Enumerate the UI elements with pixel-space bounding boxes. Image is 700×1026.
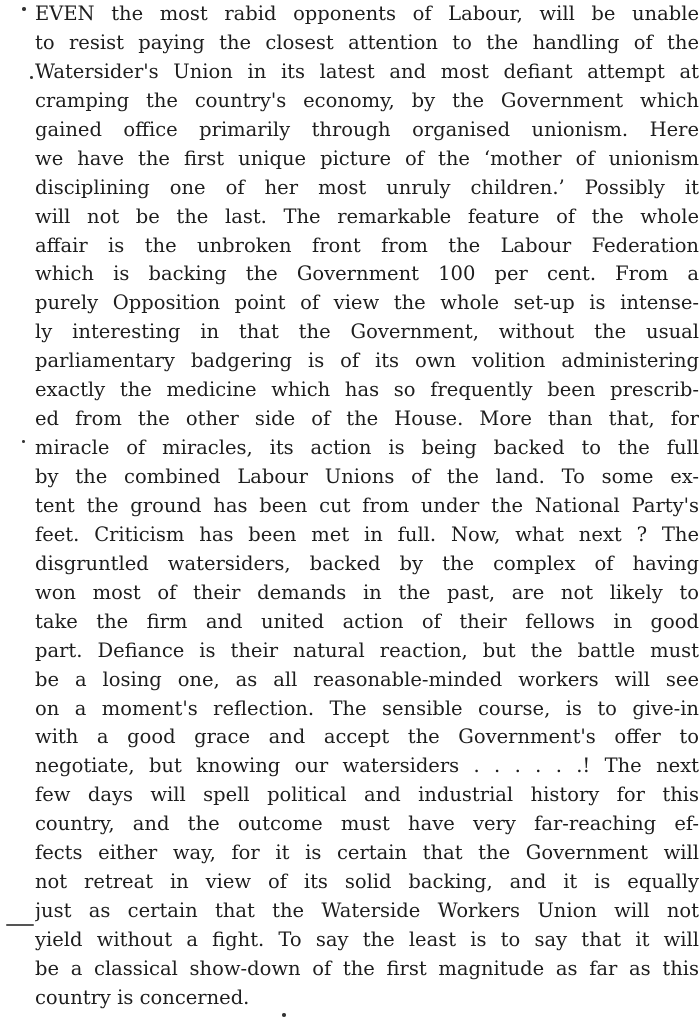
text-line: exactly the medicine which has so frequently been prescrib- <box>35 378 699 402</box>
text-line: disgruntled watersiders, backed by the complex of having <box>35 551 699 575</box>
text-line: affair is the unbroken front from the Labour Federation <box>35 233 699 257</box>
text-line: to resist paying the closest attention to the handling of the <box>35 30 699 54</box>
text-line: fects either way, for it is certain that the Government will <box>35 841 699 865</box>
text-line: purely Opposition point of view the whole set-up is intense- <box>35 291 699 315</box>
print-speck <box>30 76 33 79</box>
text-line: be a losing one, as all reasonable-minded workers will see <box>35 667 699 691</box>
text-line: gained office primarily through organised unionism. Here <box>35 117 699 141</box>
article-text <box>35 0 699 1013</box>
text-line: by the combined Labour Unions of the land. To some ex- <box>35 465 699 488</box>
text-line: few days will spell political and industrial history for this <box>35 783 699 807</box>
text-line: cramping the country's economy, by the Government which <box>35 88 699 112</box>
text-line: country, and the outcome must have very far-reaching ef- <box>35 812 699 836</box>
text-line: be a classical show-down of the first magnitude as far as this <box>35 956 699 980</box>
text-line: take the firm and united action of their fellows in good <box>35 609 699 633</box>
text-line: miracle of miracles, its action is being backed to the full <box>35 436 699 460</box>
print-speck <box>22 7 26 11</box>
text-line: we have the first unique picture of the ‘mother of unionism <box>35 146 699 170</box>
print-speck <box>22 440 25 443</box>
text-line: Watersider's Union in its latest and most defiant attempt at <box>35 59 699 83</box>
text-line: EVEN the most rabid opponents of Labour, will be unable <box>35 2 699 25</box>
text-line: won most of their demands in the past, are not likely to <box>35 580 699 604</box>
text-line: yield without a fight. To say the least is to say that it will <box>35 928 699 951</box>
text-line: negotiate, but knowing our watersiders . . . . . .! The next <box>35 754 699 778</box>
text-line: parliamentary badgering is of its own volition administering <box>35 349 699 373</box>
text-line: tent the ground has been cut from under the National Party's <box>35 493 699 517</box>
text-line: disciplining one of her most unruly children.’ Possibly it <box>35 175 699 199</box>
text-line: not retreat in view of its solid backing, and it is equally <box>35 870 699 894</box>
text-line: part. Defiance is their natural reaction, but the battle must <box>35 638 699 662</box>
text-line: will not be the last. The remarkable feature of the whole <box>35 204 699 228</box>
text-line: ed from the other side of the House. More than that, for <box>35 407 699 431</box>
text-line: on a moment's reflection. The sensible course, is to give-in <box>35 696 699 720</box>
text-line: ly interesting in that the Government, without the usual <box>35 320 699 344</box>
text-line: just as certain that the Waterside Workers Union will not <box>35 899 699 923</box>
text-line-final: country is concerned. <box>35 985 250 1009</box>
print-speck <box>6 924 34 926</box>
text-line: which is backing the Government 100 per cent. From a <box>35 262 699 286</box>
print-speck <box>282 1013 286 1017</box>
text-line: with a good grace and accept the Government's offer to <box>35 725 699 749</box>
text-line: feet. Criticism has been met in full. Now, what next ? The <box>35 522 699 546</box>
